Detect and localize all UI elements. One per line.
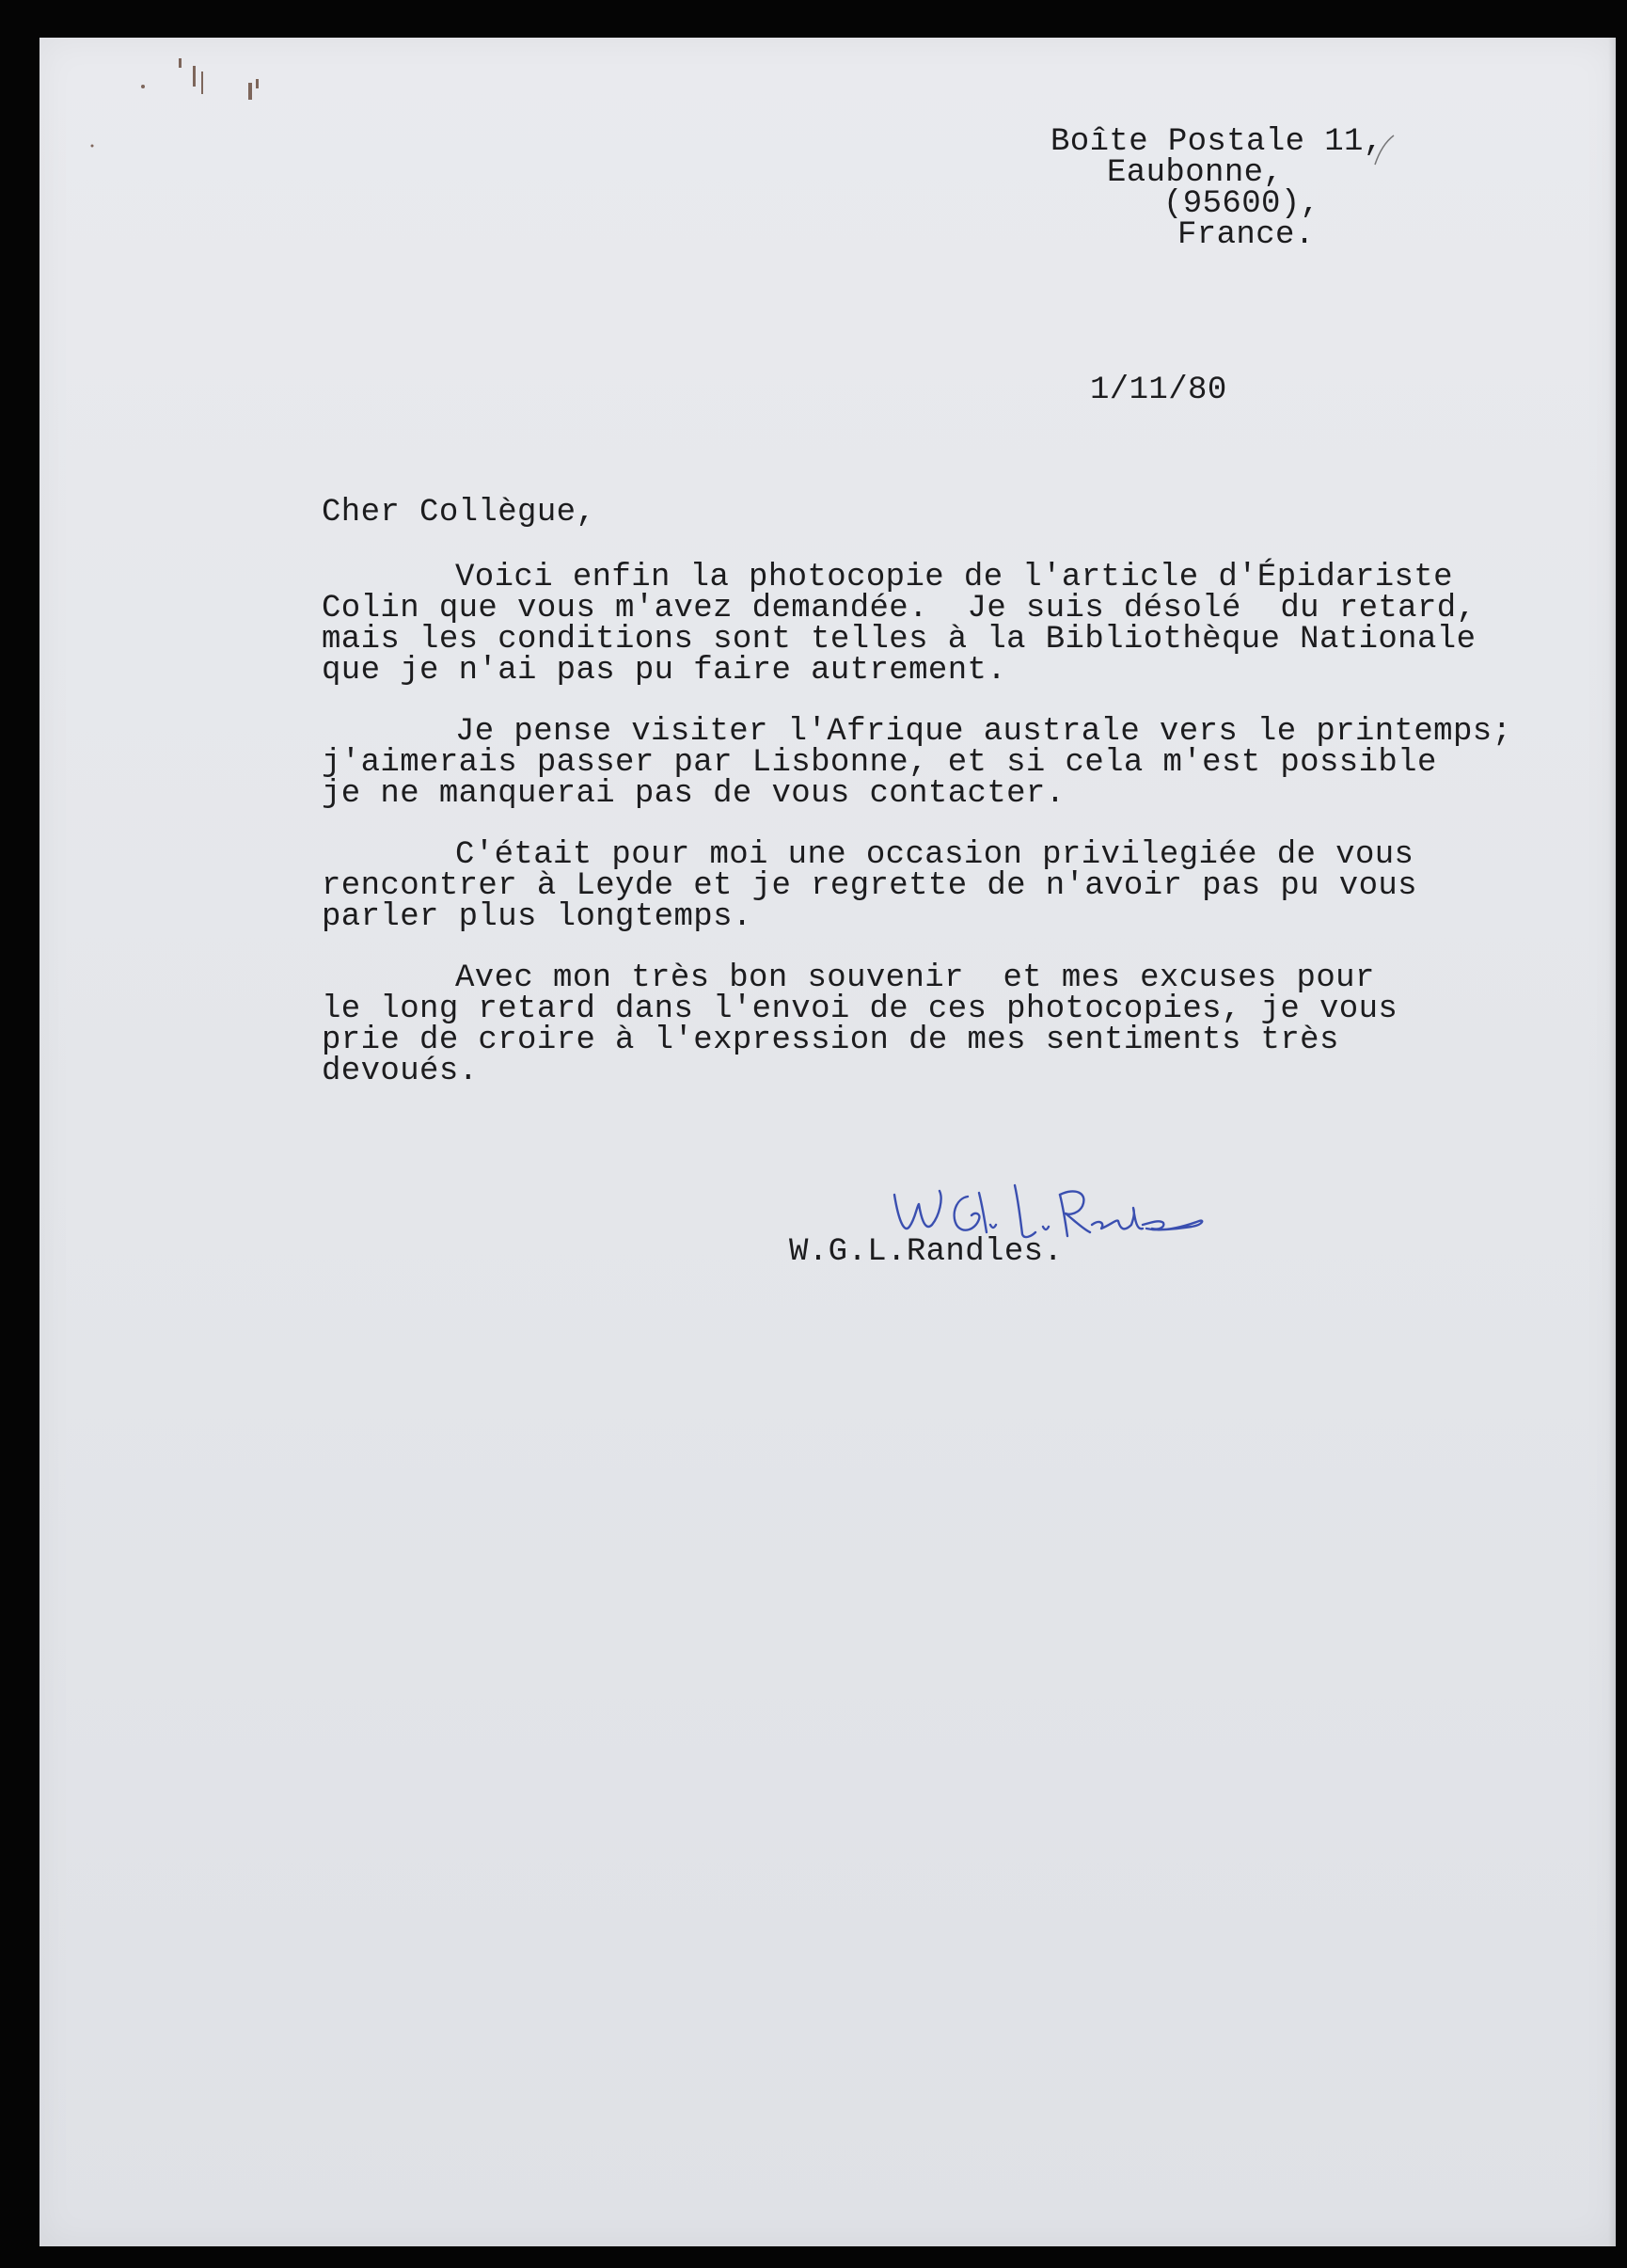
address-line-town: Eaubonne, <box>1107 155 1284 191</box>
paragraph-line: parler plus longtemps. <box>322 899 752 935</box>
paragraph-line: Colin que vous m'avez demandée. Je suis désolé du retard, <box>322 591 1477 626</box>
letter-date: 1/11/80 <box>1090 373 1227 408</box>
address-line-country: France. <box>1177 217 1315 253</box>
paragraph-line: le long retard dans l'envoi de ces photocopies, je vous <box>322 991 1398 1027</box>
address-line-postcode: (95600), <box>1163 186 1320 222</box>
paragraph-line: Avec mon très bon souvenir et mes excuses pour <box>455 960 1375 996</box>
paragraph-line: je ne manquerai pas de vous contacter. <box>322 776 1066 812</box>
paragraph-line: que je n'ai pas pu faire autrement. <box>322 653 1007 689</box>
paragraph-line: devoués. <box>322 1054 479 1089</box>
paragraph-line: rencontrer à Leyde et je regrette de n'avoir pas pu vous <box>322 868 1417 904</box>
paragraph-line: mais les conditions sont telles à la Bibliothèque Nationale <box>322 622 1477 658</box>
paragraph-line: prie de croire à l'expression de mes sentiments très <box>322 1023 1339 1058</box>
body-paragraph-2 <box>322 714 1512 812</box>
body-paragraph-3 <box>322 837 1417 935</box>
body-paragraph-4 <box>322 960 1398 1089</box>
paper-marks <box>39 38 1616 2246</box>
paragraph-line: j'aimerais passer par Lisbonne, et si cela m'est possible <box>322 745 1437 781</box>
address-line-po-box: Boîte Postale 11, <box>1050 124 1383 160</box>
letter-page <box>39 38 1616 2246</box>
paragraph-line: Je pense visiter l'Afrique australe vers le printemps; <box>455 714 1512 750</box>
body-paragraph-1 <box>322 560 1477 689</box>
paragraph-line: C'était pour moi une occasion privilegiée de vous <box>455 837 1414 873</box>
typed-signature-name: W.G.L.Randles. <box>789 1234 1064 1270</box>
salutation: Cher Collègue, <box>322 495 596 531</box>
paragraph-line: Voici enfin la photocopie de l'article d'Épidariste <box>455 560 1453 595</box>
